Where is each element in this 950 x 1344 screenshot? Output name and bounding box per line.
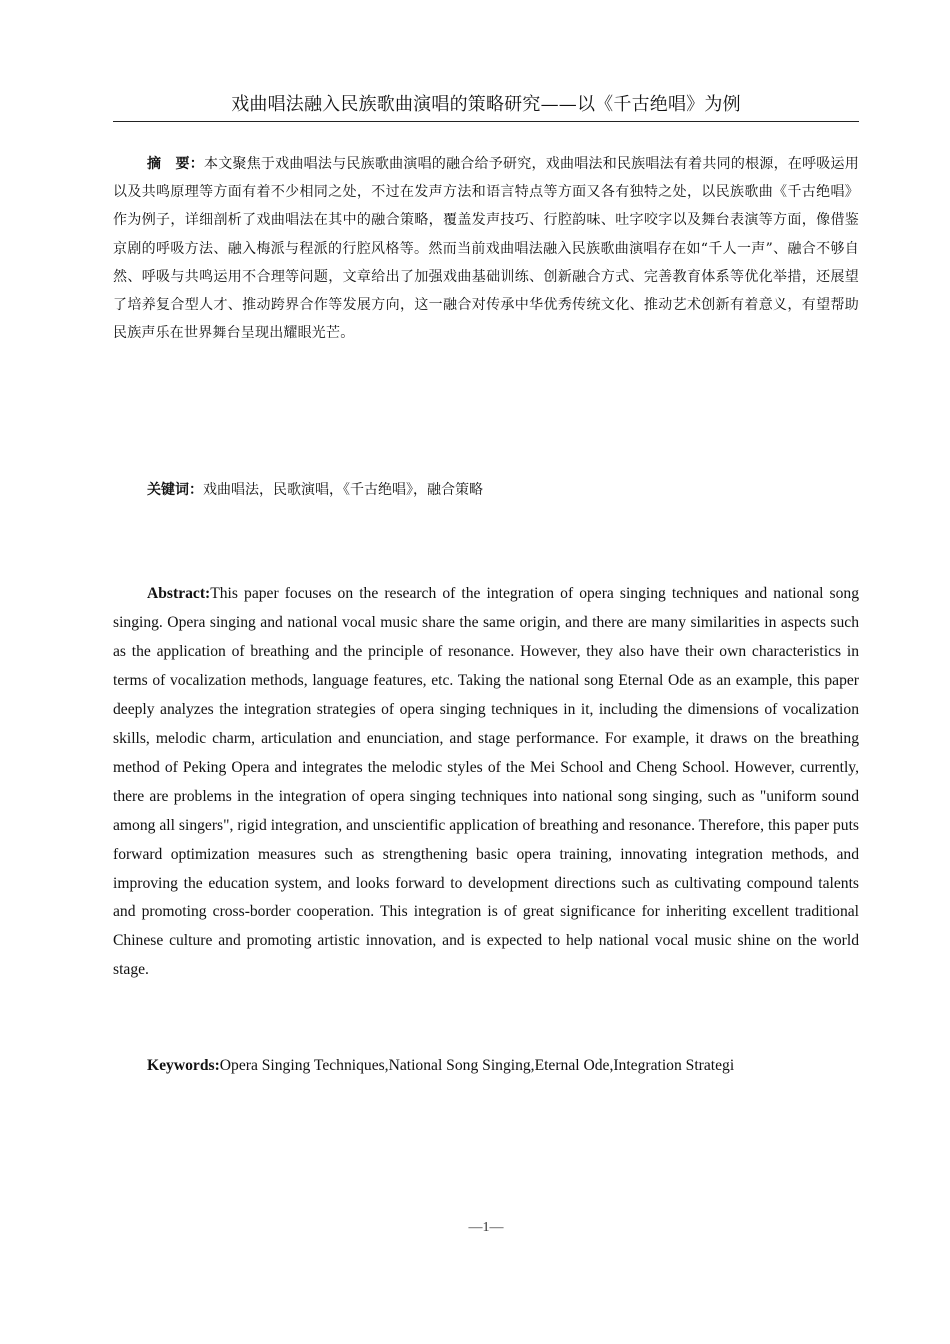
chinese-keywords [113, 478, 859, 502]
running-header: 戏曲唱法融入民族歌曲演唱的策略研究——以《千古绝唱》为例 [231, 94, 741, 115]
chinese-keywords-text: 戏曲唱法，民歌演唱，《千古绝唱》，融合策略 [203, 482, 483, 498]
header-rule [113, 121, 859, 122]
chinese-abstract [113, 150, 859, 347]
page-number: —1— [468, 1220, 504, 1235]
english-keywords [113, 1052, 859, 1080]
english-keywords-label: Keywords: [147, 1057, 220, 1074]
english-keywords-text: Opera Singing Techniques,National Song Singing,Eternal Ode,Integration Strategi [219, 1057, 735, 1074]
english-abstract-text: This paper focuses on the research of the integration of opera singing techniques and national song singing. Opera singing and national vocal music share the same origin, and there are many similarities in aspects such as the application of breathing and the principle of resonance. However, they also have their own characteristics in terms of vocalization methods, language features, etc. Taking the national song Eternal Ode as an example, this paper deeply analyzes the integration strategies of opera singing techniques in it, including the dimensions of vocalization skills, melodic charm, articulation and enunciation, and stage performance. For example, it draws on the breathing method of Peking Opera and integrates the melodic styles of the Mei School and Cheng School. However, currently, there are problems in the integration of opera singing techniques into national song singing, such as "uniform sound among all singers", rigid integration, and unscientific application of breathing and resonance. Therefore, this paper puts forward optimization measures such as strengthening basic opera training, innovating integration methods, and improving the education system, and looks forward to development directions such as cultivating compound talents and promoting cross-border cooperation. This integration is of great significance for inheriting excellent traditional Chinese culture and promoting artistic innovation, and is expected to help national vocal music shine on the world stage. [113, 585, 859, 979]
chinese-abstract-label: 摘 要： [147, 156, 204, 172]
english-abstract-label: Abstract: [147, 585, 211, 602]
chinese-keywords-label: 关键词： [147, 482, 203, 498]
chinese-abstract-text: 本文聚焦于戏曲唱法与民族歌曲演唱的融合给予研究，戏曲唱法和民族唱法有着共同的根源，在呼吸运用以及共鸣原理等方面有着不少相同之处，不过在发声方法和语言特点等方面又各有独特之处，以民族歌曲《千古绝唱》作为例子，详细剖析了戏曲唱法在其中的融合策略，覆盖发声技巧、行腔韵味、吐字咬字以及舞台表演等方面，像借鉴京剧的呼吸方法、融入梅派与程派的行腔风格等。然而当前戏曲唱法融入民族歌曲演唱存在如“千人一声”、融合不够自然、呼吸与共鸣运用不合理等问题，文章给出了加强戏曲基础训练、创新融合方式、完善教育体系等优化举措，还展望了培养复合型人才、推动跨界合作等发展方向，这一融合对传承中华优秀传统文化、推动艺术创新有着意义，有望帮助民族声乐在世界舞台呈现出耀眼光芒。 [113, 156, 859, 342]
english-abstract [113, 580, 859, 985]
